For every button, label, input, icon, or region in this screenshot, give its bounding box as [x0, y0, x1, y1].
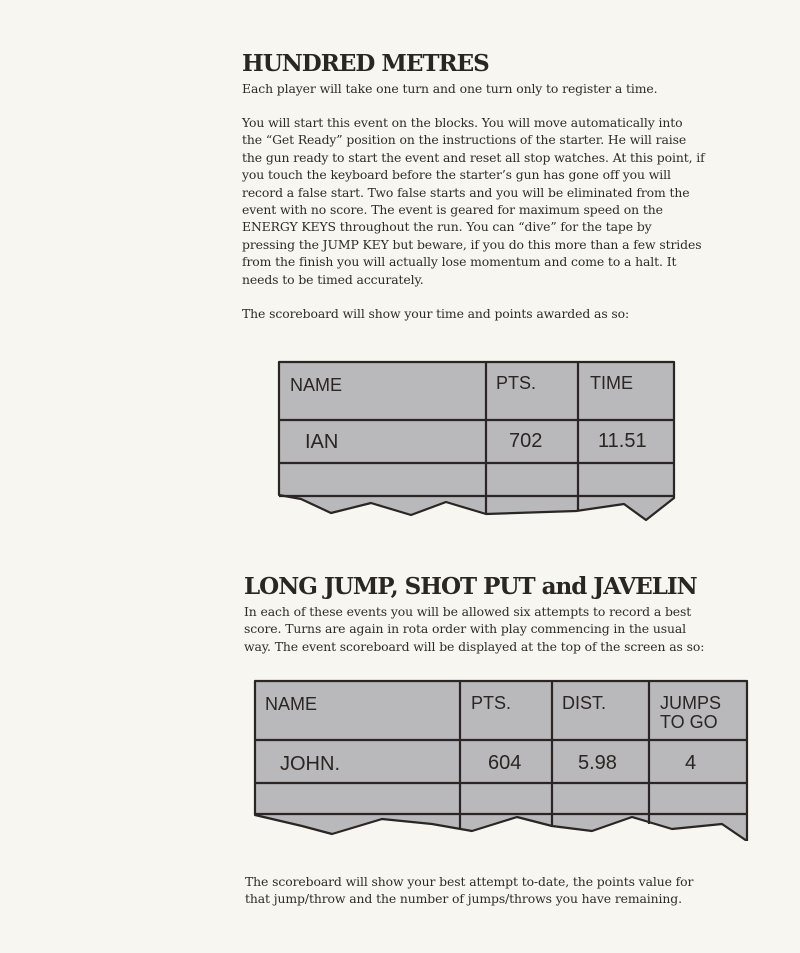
body-line: pressing the JUMP KEY but beware, if you do this more than a few strides [242, 236, 702, 252]
body-line: the gun ready to start the event and reset all stop watches. At this point, if [242, 149, 705, 165]
header-pts: PTS. [471, 693, 512, 713]
body-line: event with no score. The event is geared for maximum speed on the [242, 202, 663, 218]
header-name: NAME [265, 694, 318, 714]
hundred-metres-heading: HUNDRED METRES [242, 50, 489, 77]
header-name: NAME [290, 375, 343, 395]
hundred-metres-intro: Each player will take one turn and one turn only to register a time. [242, 81, 658, 96]
cell-dist: 5.98 [578, 752, 617, 774]
long-jump-heading: LONG JUMP, SHOT PUT and JAVELIN [244, 573, 697, 600]
hundred-metres-scoreboard [276, 360, 678, 528]
body-line: the “Get Ready” position on the instructions of the starter. He will raise [242, 132, 687, 148]
cell-pts: 604 [488, 752, 522, 774]
body-line: score. Turns are again in rota order with play commencing in the usual [244, 621, 687, 637]
cell-time: 11.51 [598, 430, 647, 452]
header-jumps-line2: TO GO [660, 712, 718, 732]
body-line: that jump/throw and the number of jumps/throws you have remaining. [245, 891, 682, 907]
body-line: way. The event scoreboard will be displayed at the top of the screen as so: [244, 638, 705, 654]
body-line: The scoreboard will show your best attempt to-date, the points value for [245, 874, 694, 889]
cell-name: IAN [305, 431, 339, 453]
hundred-metres-body [242, 114, 782, 288]
body-line: In each of these events you will be allowed six attempts to record a best [244, 604, 692, 619]
scoreboard-intro-text: The scoreboard will show your time and points awarded as so: [242, 306, 630, 321]
body-line: You will start this event on the blocks. You will move automatically into [242, 115, 683, 130]
header-jumps-line1: JUMPS [660, 693, 722, 713]
body-line: ENERGY KEYS throughout the run. You can “dive” for the tape by [242, 219, 652, 235]
cell-name: JOHN. [280, 753, 340, 775]
field-events-scoreboard [252, 679, 752, 841]
header-dist: DIST. [562, 693, 607, 713]
cell-jumps: 4 [685, 752, 697, 774]
header-time: TIME [590, 373, 633, 393]
body-line: from the finish you will actually lose momentum and come to a halt. It [242, 254, 677, 270]
body-line: needs to be timed accurately. [242, 271, 424, 287]
header-pts: PTS. [496, 373, 537, 393]
long-jump-body [244, 603, 784, 655]
body-line: you touch the keyboard before the starter’s gun has gone off you will [242, 167, 671, 183]
cell-pts: 702 [509, 430, 543, 452]
body-line: record a false start. Two false starts and you will be eliminated from the [242, 184, 690, 200]
closing-text [245, 873, 785, 908]
